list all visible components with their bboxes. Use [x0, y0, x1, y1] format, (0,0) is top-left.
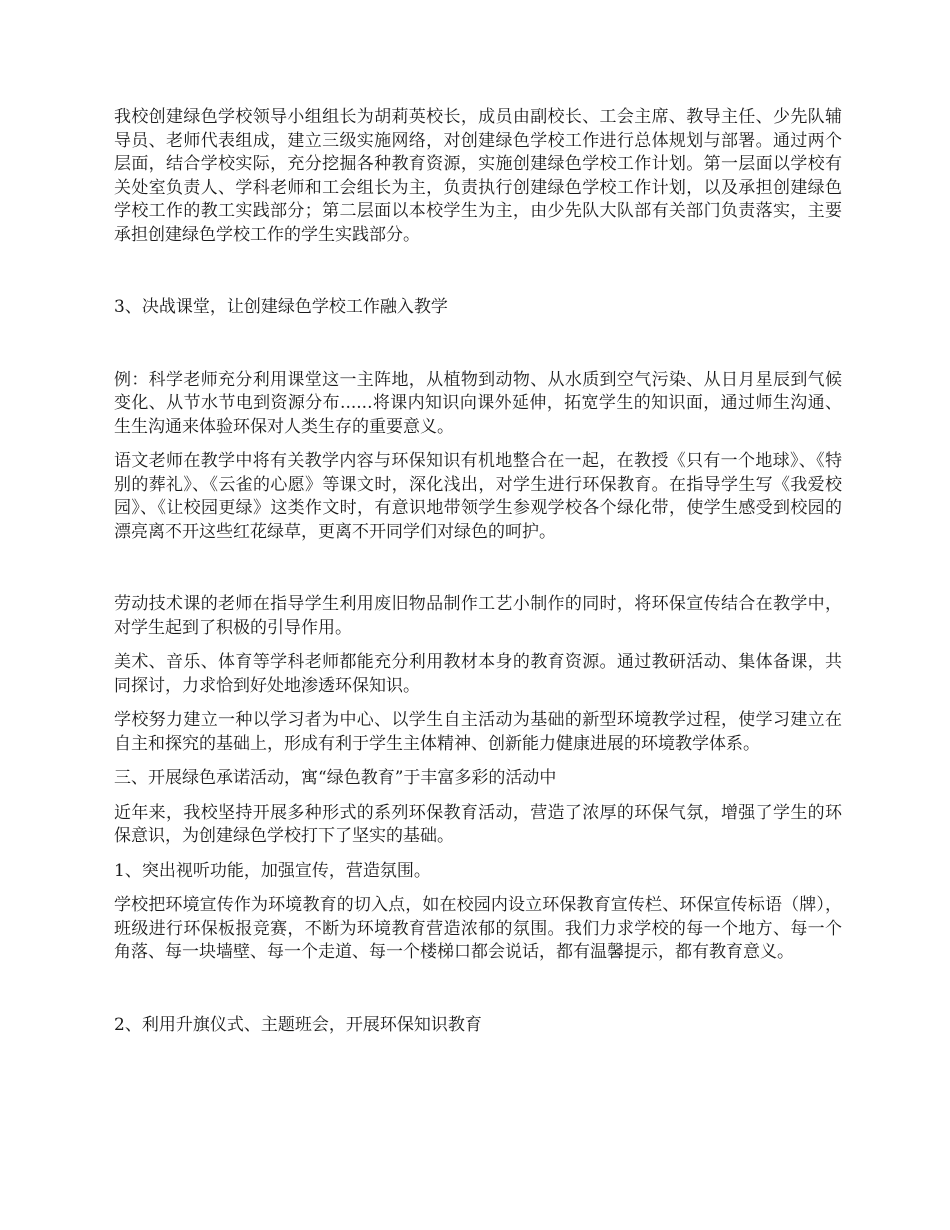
document-page: [114, 106, 842, 1037]
heading-audiovisual: 1、突出视听功能，加强宣传，营造氛围。: [114, 860, 431, 881]
paragraph-publicity: 学校把环境宣传作为环境教育的切入点，如在校园内设立环保教育宣传栏、环保宣传标语（牌），班级进行环保板报竞赛，不断为环境教育营造浓郁的氛围。我们力求学校的每一个地方、每一个角落、每一块墙壁、每一个走道、每一个楼梯口都会说话，都有温馨提示，都有教育意义。: [114, 895, 842, 962]
paragraph-activities: 近年来，我校坚持开展多种形式的系列环保教育活动，营造了浓厚的环保气氛，增强了学生的环保意识，为创建绿色学校打下了坚实的基础。: [114, 802, 842, 846]
paragraph-science-teacher: 例：科学老师充分利用课堂这一主阵地，从植物到动物、从水质到空气污染、从日月星辰到气候变化、从节水节电到资源分布......将课内知识向课外延伸，拓宽学生的知识面，通过师生沟通、生生沟通来体验环保对人类生存的重要意义。: [114, 369, 842, 437]
paragraph-arts-teachers: 美术、音乐、体育等学科老师都能充分利用教材本身的教育资源。通过教研活动、集体备课，共同探讨，力求恰到好处地渗透环保知识。: [114, 652, 842, 696]
paragraph-chinese-teacher: 语文老师在教学中将有关教学内容与环保知识有机地整合在一起，在教授《只有一个地球》、《特别的葬礼》、《云雀的心愿》等课文时，深化浅出，对学生进行环保教育。在指导学生写《我爱校园》、《让校园更绿》这类作文时，有意识地带领学生参观学校各个绿化带，使学生感受到校园的漂亮离不开这些红花绿草，更离不开同学们对绿色的呵护。: [114, 451, 842, 542]
heading-classroom: 3、决战课堂，让创建绿色学校工作融入教学: [114, 297, 448, 317]
heading-green-pledge: 三、开展绿色承诺活动，寓“绿色教育”于丰富多彩的活动中: [114, 768, 557, 788]
paragraph-teaching-system: 学校努力建立一种以学习者为中心、以学生自主活动为基础的新型环境教学过程，使学习建立在自主和探究的基础上，形成有利于学生主体精神、创新能力健康进展的环境教学体系。: [114, 710, 842, 754]
paragraph-leadership-group: 我校创建绿色学校领导小组组长为胡莉英校长，成员由副校长、工会主席、教导主任、少先队辅导员、老师代表组成，建立三级实施网络，对创建绿色学校工作进行总体规划与部署。通过两个层面，结合学校实际，充分挖掘各种教育资源，实施创建绿色学校工作计划。第一层面以学校有关处室负责人、学科老师和工会组长为主，负责执行创建绿色学校工作计划，以及承担创建绿色学校工作的教工实践部分；第二层面以本校学生为主，由少先队大队部有关部门负责落实，主要承担创建绿色学校工作的学生实践部分。: [114, 107, 842, 245]
heading-flag-ceremony: 2、利用升旗仪式、主题班会，开展环保知识教育: [114, 1014, 482, 1035]
paragraph-labor-teacher: 劳动技术课的老师在指导学生利用废旧物品制作工艺小制作的同时，将环保宣传结合在教学中，对学生起到了积极的引导作用。: [114, 594, 842, 638]
